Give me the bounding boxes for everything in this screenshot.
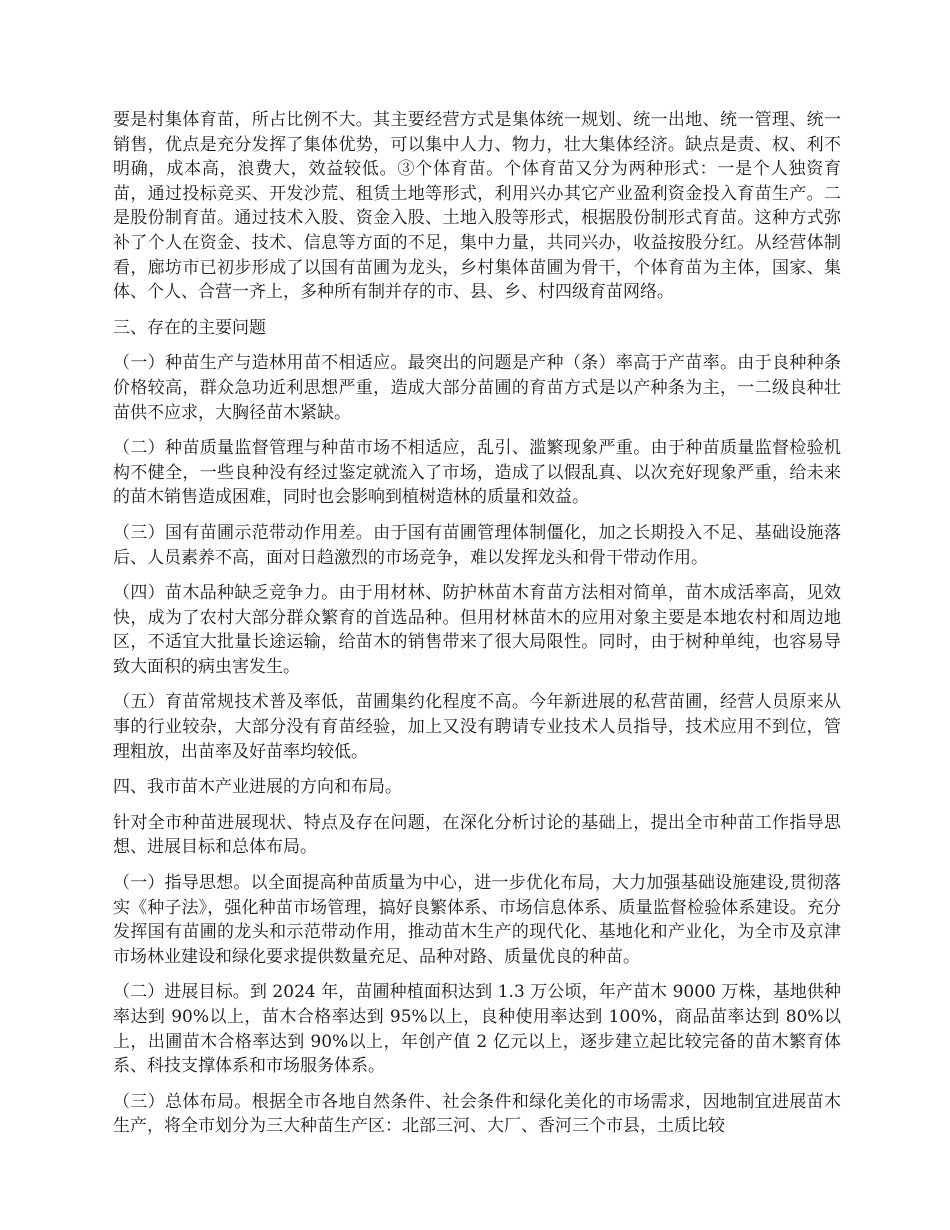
- paragraph-development-goals: （二）进展目标。到 2024 年，苗圃种植面积达到 1.3 万公顷，年产苗木 9000 万株，基地供种率达到 90%以上，苗木合格率达到 95%以上，良种使用率达到 100%，商品苗率达到 80%以上，出圃苗木合格率达到 90%以上，年创产值 2 亿元以上，逐步建立起比较完备的苗木繁育体系、科技支撑体系和市场服务体系。: [113, 982, 841, 1077]
- paragraph-problem-2: （二）种苗质量监督管理与种苗市场不相适应，乱引、滥繁现象严重。由于种苗质量监督检验机构不健全，一些良种没有经过鉴定就流入了市场，造成了以假乱真、以次充好现象严重，给未来的苗木销售造成困难，同时也会影响到植树造林的质量和效益。: [113, 438, 841, 508]
- paragraph-problem-1: （一）种苗生产与造林用苗不相适应。最突出的问题是产种（条）率高于产苗率。由于良种种条价格较高，群众急功近利思想严重，造成大部分苗圃的育苗方式是以产种条为主，一二级良种壮苗供不应求，大胸径苗木紧缺。: [113, 353, 841, 423]
- document-page: [113, 108, 841, 1150]
- paragraph-guiding-ideology: （一）指导思想。以全面提高种苗质量为中心，进一步优化布局，大力加强基础设施建设,贯彻落实《种子法》，强化种苗市场管理，搞好良繁体系、市场信息体系、质量监督检验体系建设。充分发挥国有苗圃的龙头和示范带动作用，推动苗木生产的现代化、基地化和产业化，为全市及京津市场林业建设和绿化要求提供数量充足、品种对路、质量优良的种苗。: [113, 873, 841, 967]
- paragraph-overall-layout: （三）总体布局。根据全市各地自然条件、社会条件和绿化美化的市场需求，因地制宜进展苗木生产，将全市划分为三大种苗生产区：北部三河、大厂、香河三个市县，土质比较: [113, 1091, 841, 1137]
- section-heading-direction-layout: 四、我市苗木产业进展的方向和布局。: [113, 777, 402, 798]
- section-heading-main-problems: 三、存在的主要问题: [113, 317, 266, 338]
- paragraph-collective-nursery: 要是村集体育苗，所占比例不大。其主要经营方式是集体统一规划、统一出地、统一管理、统一销售，优点是充分发挥了集体优势，可以集中人力、物力，壮大集体经济。缺点是责、权、利不明确，成本高，浪费大，效益较低。③个体育苗。个体育苗又分为两种形式：一是个人独资育苗，通过投标竞买、开发沙荒、租赁土地等形式，利用兴办其它产业盈利资金投入育苗生产。二是股份制育苗。通过技术入股、资金入股、土地入股等形式，根据股份制形式育苗。这种方式弥补了个人在资金、技术、信息等方面的不足，集中力量，共同兴办，收益按股分红。从经营体制看，廊坊市已初步形成了以国有苗圃为龙头，乡村集体苗圃为骨干，个体育苗为主体，国家、集体、个人、合营一齐上，多种所有制并存的市、县、乡、村四级育苗网络。: [113, 110, 841, 303]
- paragraph-intro: 针对全市种苗进展现状、特点及存在问题，在深化分析讨论的基础上，提出全市种苗工作指导思想、进展目标和总体布局。: [113, 812, 841, 858]
- paragraph-problem-5: （五）育苗常规技术普及率低，苗圃集约化程度不高。今年新进展的私营苗圃，经营人员原来从事的行业较杂，大部分没有育苗经验，加上又没有聘请专业技术人员指导，技术应用不到位，管理粗放，出苗率及好苗率均较低。: [113, 692, 841, 762]
- paragraph-problem-4: （四）苗木品种缺乏竞争力。由于用材林、防护林苗木育苗方法相对简单，苗木成活率高，见效快，成为了农村大部分群众繁育的首选品种。但用材林苗木的应用对象主要是本地农村和周边地区，不适宜大批量长途运输，给苗木的销售带来了很大局限性。同时，由于树种单纯，也容易导致大面积的病虫害发生。: [113, 583, 841, 677]
- paragraph-problem-3: （三）国有苗圃示范带动作用差。由于国有苗圃管理体制僵化，加之长期投入不足、基础设施落后、人员素养不高，面对日趋激烈的市场竞争，难以发挥龙头和骨干带动作用。: [113, 522, 841, 568]
